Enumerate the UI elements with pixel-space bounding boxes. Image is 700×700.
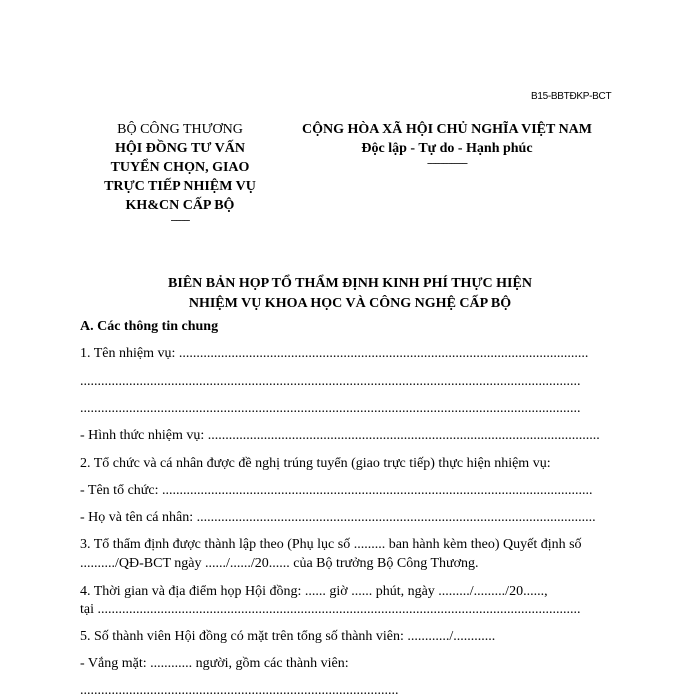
task-name-continuation-1: ............................................................................................................................................... <box>80 374 581 389</box>
country-name: CỘNG HÒA XÃ HỘI CHỦ NGHĨA VIỆT NAM <box>301 122 592 137</box>
decision-line-2: ........../QĐ-BCT ngày ....../....../20...... của Bộ trưởng Bộ Công Thương. <box>80 556 479 571</box>
absent-members-line: ........................................................................................... <box>80 683 399 698</box>
document-title <box>100 274 600 314</box>
task-name-line: 1. Tên nhiệm vụ: ..................................................................................................................... <box>80 346 589 361</box>
agency-header <box>98 120 262 225</box>
section-a-heading: A. Các thông tin chung <box>80 319 219 334</box>
council-name-line3: TRỰC TIẾP NHIỆM VỤ <box>104 179 256 194</box>
council-name-line1: HỘI ĐỒNG TƯ VẤN <box>114 141 246 156</box>
task-name-continuation-2: ............................................................................................................................................... <box>80 401 581 416</box>
council-name-line2: TUYỂN CHỌN, GIAO <box>110 160 250 175</box>
decision-line-1: 3. Tổ thẩm định được thành lập theo (Phụ lục số ......... ban hành kèm theo) Quyết định số <box>80 537 582 552</box>
national-motto: Độc lập - Tự do - Hạnh phúc <box>361 141 533 156</box>
document-title-line2: NHIỆM VỤ KHOA HỌC VÀ CÔNG NGHỆ CẤP BỘ <box>188 296 512 311</box>
attendance-line: 5. Số thành viên Hội đồng có mặt trên tổng số thành viên: ............/............ <box>80 629 496 644</box>
proposed-org-heading: 2. Tổ chức và cá nhân được đề nghị trúng tuyển (giao trực tiếp) thực hiện nhiệm vụ: <box>80 456 551 471</box>
document-title-line1: BIÊN BẢN HỌP TỔ THẨM ĐỊNH KINH PHÍ THỰC HIỆN <box>168 276 532 291</box>
motto-divider: --------------- <box>427 157 467 169</box>
org-name-line: - Tên tổ chức: ........................................................................................................................... <box>80 483 593 498</box>
council-name-line4: KH&CN CẤP BỘ <box>125 198 235 213</box>
agency-divider: ------- <box>170 214 190 226</box>
ministry-name: BỘ CÔNG THƯƠNG <box>117 122 243 137</box>
meeting-time-line: 4. Thời gian và địa điểm họp Hội đồng: ...... giờ ...... phút, ngày ........./........./20......, <box>80 584 548 599</box>
meeting-place-line: tại .......................................................................................................................................... <box>80 602 581 617</box>
form-code: B15-BBTĐKP-BCT <box>531 91 612 102</box>
absent-line: - Vắng mặt: ............ người, gồm các thành viên: <box>80 656 349 671</box>
national-header <box>283 120 611 168</box>
person-name-line: - Họ và tên cá nhân: .................................................................................................................. <box>80 510 596 525</box>
task-form-line: - Hình thức nhiệm vụ: ................................................................................................................ <box>80 428 600 443</box>
